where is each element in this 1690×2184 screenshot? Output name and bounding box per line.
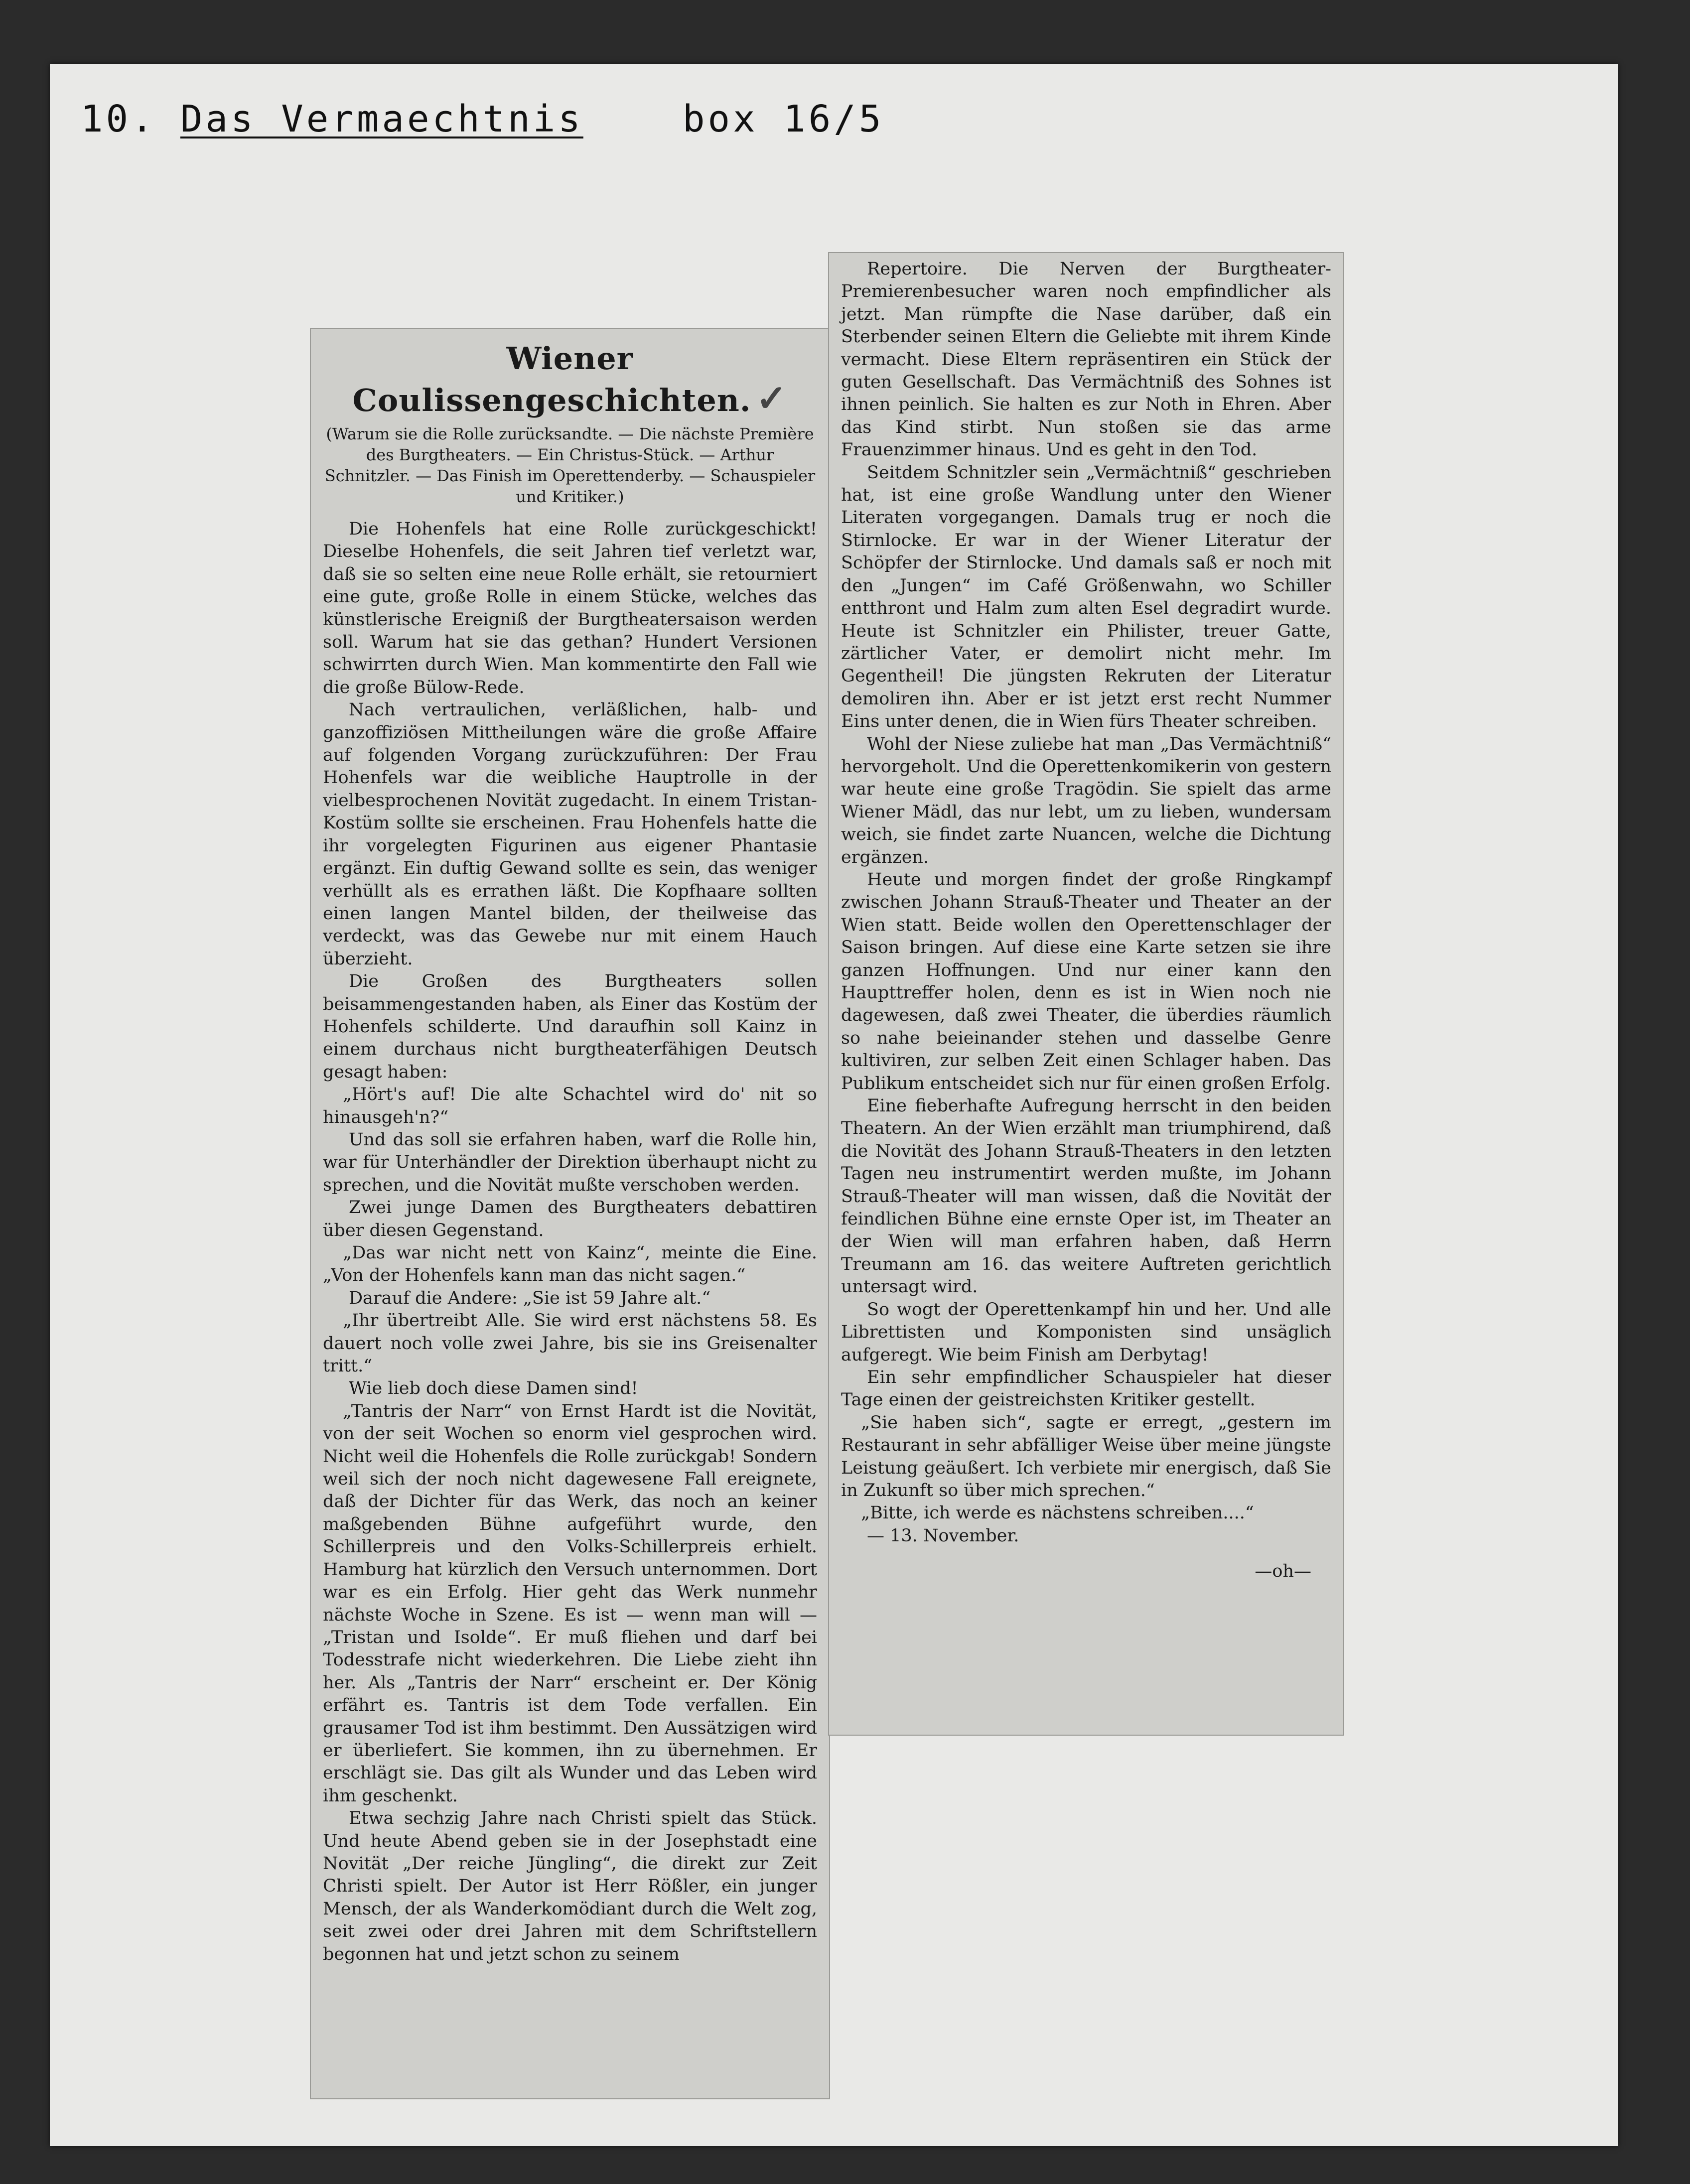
article-paragraph: — 13. November. (867, 1525, 1019, 1546)
clipping-right-column (828, 252, 1344, 1736)
article-title (323, 339, 817, 420)
article-paragraph: Ein sehr empfindlicher Schauspieler hat dieser Tage einen der geistreichsten Kritiker gestellt. (841, 1367, 1331, 1410)
article-paragraph: Die Hohenfels hat eine Rolle zurückgeschickt! Dieselbe Hohenfels, die seit Jahren tief verletzt war, daß sie so selten eine neue Rolle erhält, sie retourniert eine gute, große Rolle in einem Stücke, welches das künstlerische Ereigniß der Burgtheatersaison werden soll. Warum hat sie das gethan? Hundert Versionen schwirrten durch Wien. Man kommentirte den Fall wie die große Bülow-Rede. (323, 519, 817, 697)
article-paragraph: So wogt der Operettenkampf hin und her. Und alle Librettisten und Komponisten sind unsäglich aufgeregt. Wie beim Finish am Derbytag! (841, 1299, 1331, 1365)
article-paragraph: Repertoire. Die Nerven der Burgtheater-Premierenbesucher waren noch empfindlicher als jetzt. Man rümpfte die Nase darüber, daß ein Sterbender seinen Eltern die Geliebte mit ihrem Kinde vermacht. Diese Eltern repräsentiren ein Stück der guten Gesellschaft. Das Vermächtniß des Sohnes ist ihnen peinlich. Sie halten es zur Noth in Ehren. Aber das Kind stirbt. Nun stoßen sie das arme Frauenzimmer hinaus. Und es geht in den Tod. (841, 259, 1331, 460)
article-paragraph: „Tantris der Narr“ von Ernst Hardt ist die Novität, von der seit Wochen so enorm viel gesprochen wird. Nicht weil die Hohenfels die Rolle zurückgab! Sondern weil sich der noch nicht dagewesene Fall ereignete, daß der Dichter für das Werk, das noch an keiner maßgebenden Bühne aufgeführt wurde, den Schillerpreis und den Volks-Schillerpreis erhielt. Hamburg hat kürzlich den Versuch unternommen. Dort war es ein Erfolg. Hier geht das Werk nunmehr nächste Woche in Szene. Es ist — wenn man will — „Tristan und Isolde“. Er muß fliehen und darf bei Todesstrafe nicht wiederkehren. Die Liebe zieht ihn her. Als „Tantris der Narr“ erscheint er. Der König erfährt es. Tantris ist dem Tode verfallen. Ein grausamer Tod ist ihm bestimmt. Den Aussätzigen wird er überliefert. Sie kommen, ihn zu übernehmen. Er erschlägt sie. Das gilt als Wunder und das Leben wird ihm geschenkt. (323, 1401, 817, 1806)
folder-title: Das Vermaechtnis (180, 98, 583, 140)
folder-number: 10. (81, 98, 156, 140)
article-paragraph: Zwei junge Damen des Burgtheaters debattiren über diesen Gegenstand. (323, 1198, 817, 1240)
article-paragraph: „Bitte, ich werde es nächstens schreiben....“ (861, 1503, 1254, 1523)
article-paragraph: Eine fieberhafte Aufregung herrscht in den beiden Theatern. An der Wien erzählt man triumphirend, daß die Novität des Johann Strauß-Theaters in den letzten Tagen neu instrumentirt werden mußte, im Johann Strauß-Theater will man wissen, daß die Novität der feindlichen Bühne eine ernste Oper ist, im Theater an der Wien will man erfahren haben, daß Herrn Treumann am 16. das weitere Auftreten gerichtlich untersagt wird. (841, 1096, 1331, 1297)
article-paragraph: „Das war nicht nett von Kainz“, meinte die Eine. „Von der Hohenfels kann man das nicht sagen.“ (323, 1243, 817, 1286)
article-paragraph: Heute und morgen findet der große Ringkampf zwischen Johann Strauß-Theater und Theater an der Wien statt. Beide wollen den Operettenschlager der Saison bringen. Auf diese eine Karte setzen sie ihre ganzen Hoffnungen. Und nur einer kann den Haupttreffer holen, denn es ist in Wien noch nie dagewesen, daß zwei Theater, die überdies räumlich so nahe beieinander stehen und dasselbe Genre kultiviren, zur selben Zeit einen Schlager haben. Das Publikum entscheidet sich nur für einen großen Erfolg. (841, 869, 1331, 1093)
article-paragraph: Die Großen des Burgtheaters sollen beisammengestanden haben, als Einer das Kostüm der Hohenfels schilderte. Und daraufhin soll Kainz in einem durchaus nicht burgtheaterfähigen Deutsch gesagt haben: (323, 971, 817, 1082)
article-paragraph: „Ihr übertreibt Alle. Sie wird erst nächstens 58. Es dauert noch volle zwei Jahre, bis sie ins Greisenalter tritt.“ (323, 1311, 817, 1376)
article-paragraph: Nach vertraulichen, verläßlichen, halb- und ganzoffiziösen Mittheilungen wäre die große Affaire auf folgenden Vorgang zurückzuführen: Der Frau Hohenfels war die weibliche Hauptrolle in der vielbesprochenen Novität zugedacht. In einem Tristan-Kostüm sollte sie erscheinen. Frau Hohenfels hatte die ihr vorgelegten Figurinen aus eigener Phantasie ergänzt. Ein duftig Gewand sollte es sein, das weniger verhüllt als es errathen läßt. Die Kopfhaare sollten einen langen Mantel bilden, der theilweise das verdeckt, was das Gewebe nur mit einem Hauch überzieht. (323, 700, 817, 969)
article-paragraph: Etwa sechzig Jahre nach Christi spielt das Stück. Und heute Abend geben sie in der Josephstadt eine Novität „Der reiche Jüngling“, die direkt zur Zeit Christi spielt. Der Autor ist Herr Rößler, ein junger Mensch, der als Wanderkomödiant durch die Welt zog, seit zwei oder drei Jahren mit dem Schriftstellern begonnen hat und jetzt schon zu seinem (323, 1808, 817, 1964)
check-mark-icon: ✓ (756, 377, 788, 420)
article-paragraph: „Sie haben sich“, sagte er erregt, „gestern im Restaurant in sehr abfälliger Weise über meine jüngste Leistung geäußert. Ich verbiete mir energisch, daß Sie in Zukunft so über mich sprechen.“ (841, 1412, 1331, 1501)
article-subtitle: (Warum sie die Rolle zurücksandte. — Die nächste Première des Burgtheaters. — Ein Christus-Stück. — Arthur Schnitzler. — Das Finish im Operettenderby. — Schauspieler und Kritiker.) (324, 424, 816, 506)
clipping-left-column (310, 328, 830, 2099)
article-paragraph: „Hört's auf! Die alte Schachtel wird do' nit so hinausgeh'n?“ (323, 1085, 817, 1127)
right-column-body (841, 258, 1331, 1547)
article-paragraph: Seitdem Schnitzler sein „Vermächtniß“ geschrieben hat, ist eine große Wandlung unter den Wiener Literaten vorgegangen. Damals trug er noch die Stirnlocke. Er war in der Wiener Literatur der Schöpfer der Stirnlocke. Und damals saß er noch mit den „Jungen“ im Café Größenwahn, wo Schiller entthront und Halm zum alten Esel degradirt wurde. Heute ist Schnitzler ein Philister, treuer Gatte, zärtlicher Vater, er demolirt nicht mehr. Im Gegentheil! Die jüngsten Rekruten der Literatur demoliren ihn. Aber er ist jetzt erst recht Nummer Eins unter denen, die in Wien fürs Theater schreiben. (841, 462, 1331, 732)
article-title-text: Wiener Coulissengeschichten. (352, 340, 751, 418)
article-paragraph: Wohl der Niese zuliebe hat man „Das Vermächtniß“ hervorgeholt. Und die Operettenkomikerin von gestern war heute eine große Tragödin. Sie spielt das arme Wiener Mädl, das nur lebt, um zu lieben, wundersam weich, sie findet zarte Nuancen, welche die Dichtung ergänzen. (841, 734, 1331, 867)
author-signature: —oh— (1255, 1561, 1311, 1582)
article-paragraph: Darauf die Andere: „Sie ist 59 Jahre alt.“ (349, 1288, 711, 1308)
article-paragraph: Wie lieb doch diese Damen sind! (349, 1378, 638, 1399)
box-label: box 16/5 (683, 98, 884, 140)
left-column-body (323, 518, 817, 1966)
article-paragraph: Und das soll sie erfahren haben, warf die Rolle hin, war für Unterhändler der Direktion überhaupt nicht zu sprechen, und die Novität mußte verschoben werden. (323, 1129, 817, 1195)
